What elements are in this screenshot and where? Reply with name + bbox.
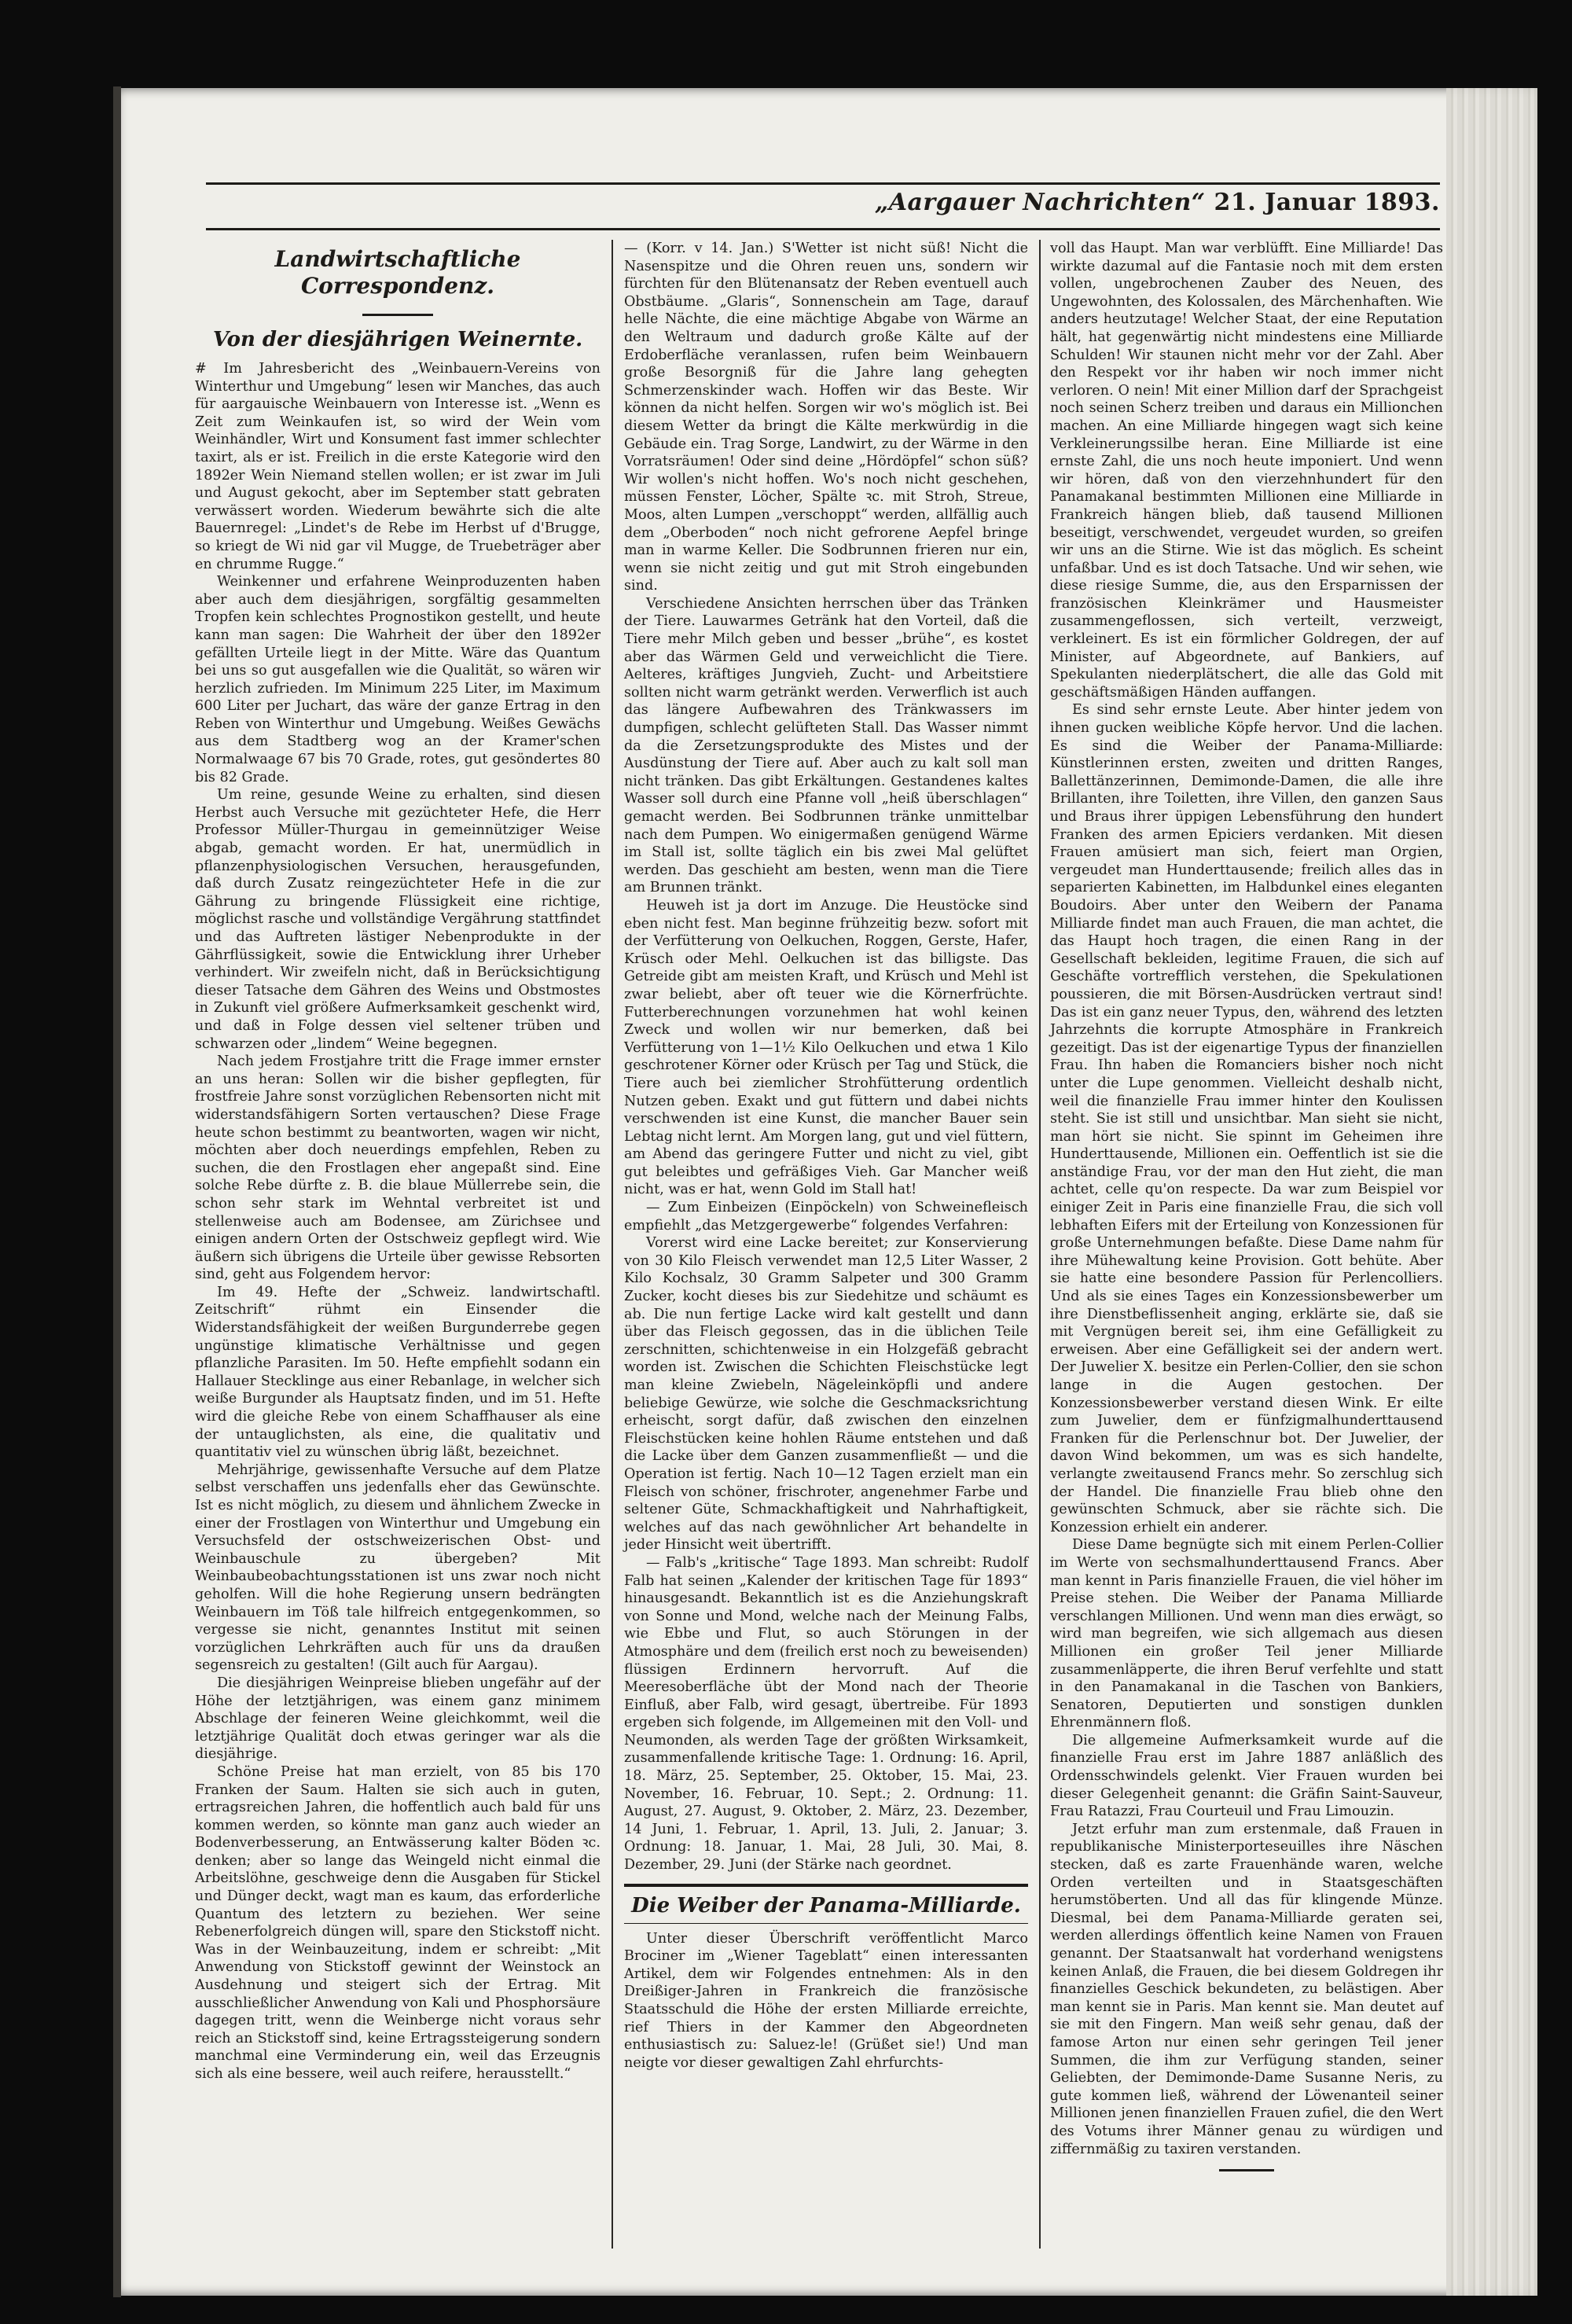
article-title-weinernte: Von der diesjährigen Weinernte. xyxy=(212,328,583,351)
paragraph: Um reine, gesunde Weine zu erhalten, sind diesen Herbst auch Versuche mit gezüchteter Hefe, die Herr Professor Müller-Thurgau in gemeinnütziger Weise abgab, gemacht worden. Er hat, unermüdlich in pflanzenphysiologischen Versuchen, herausgefunden, daß durch Zusatz reingezüchteter Hefe in die zur Gährung zu bringende Flüssigkeit eine richtige, möglichst rasche und vollständige Vergährung stattfindet und das Auftreten lästiger Nebenprodukte in der Gährflüssigkeit, sowie die Entwicklung ihrer Urheber verhindert. Wir zweifeln nicht, daß in Berücksichtigung dieser Tatsache dem Gähren des Weins und Obstmostes in Zukunft viel größere Aufmerksamkeit geschenkt wird, und daß in Folge dessen viel seltener trüben und schwarzen oder „lindem“ Weine begegnen. xyxy=(195,787,601,1052)
paragraph: Schöne Preise hat man erzielt, von 85 bis 170 Franken der Saum. Halten sie sich auch in guten, ertragsreichen Jahren, die hoffentlich auch bald für uns kommen werden, so könnte man ganz auch wieder an Bodenverbesserung, an Entwässerung kalter Böden ꝛc. denken; aber so lange das Weingeld nicht einmal die Arbeitslöhne, geschweige denn die Ausgaben für Stickel und Dünger deckt, wagt man es kaum, das erforderliche Quantum des letztern zu beziehen. Wer seine Rebenerfolgreich düngen will, spare den Stickstoff nicht. Was in der Weinbauzeitung, indem er schreibt: „Mit Anwendung von Stickstoff gewinnt der Weinstock an Ausdehnung und steigert sich der Ertrag. Mit ausschließlicher Anwendung von Kali und Phosphorsäure dagegen tritt, wenn die Weinberge nicht voraus sehr reich an Stickstoff sind, keine Ertragssteigerung sondern manchmal eine Verminderung ein, weil das Erzeugnis sich als eine bessere, weil auch reifere, herausstellt.“ xyxy=(195,1763,601,2082)
paragraph: — Zum Einbeizen (Einpöckeln) von Schweinefleisch empfiehlt „das Metzgergewerbe“ folgendes Verfahren: xyxy=(624,1200,1028,1234)
paragraph: — Falb's „kritische“ Tage 1893. Man schreibt: Rudolf Falb hat seinen „Kalender der kritischen Tage für 1893“ hinausgesandt. Bekanntlich ist es die Anziehungskraft von Sonne und Mond, welche nach der Meinung Falbs, wie Ebbe und Flut, so auch Störungen in der Atmosphäre und dem (freilich erst noch zu beweisenden) flüssigen Erdinnern hervorruft. Auf die Meeresoberfläche übt der Mond nach der Theorie Einfluß, aber Falb, wird gesagt, übertreibe. Für 1893 ergeben sich folgende, im Allgemeinen mit den Voll- und Neumonden, als werden Tage der größten Wirksamkeit, zusammenfallende kritische Tage: 1. Ordnung: 16. April, 18. März, 25. September, 25. Oktober, 15. Mai, 23. November, 16. Februar, 10. Sept.; 2. Ordnung: 11. August, 27. August, 9. Oktober, 2. März, 23. Dezember, 14 Juni, 1. Februar, 1. April, 13. Juli, 2. Januar; 3. Ordnung: 18. Januar, 1. Mai, 28 Juli, 30. Mai, 8. Dezember, 29. Juni (der Stärke nach geordnet. xyxy=(624,1554,1028,1874)
paragraph: Verschiedene Ansichten herrschen über das Tränken der Tiere. Lauwarmes Getränk hat den Vorteil, daß die Tiere mehr Milch geben und besser „brühe“, es kostet aber das Wärmen Geld und verweichlicht die Tiere. Aelteres, kräftiges Jungvieh, Zucht- und Arbeitstiere sollten nicht warm getränkt werden. Verwerflich ist auch das längere Aufbewahren des Tränkwassers im dumpfigen, schlecht gelüfteten Stall. Das Wasser nimmt da die Zersetzungsprodukte des Mistes und der Ausdünstung der Tiere auf. Aber auch zu kalt soll man nicht tränken. Das gibt Erkältungen. Gestandenes kaltes Wasser soll durch eine Pfanne voll „heiß überschlagen“ gemacht werden. Bei Sodbrunnen tränke unmittelbar nach dem Pumpen. Wo einigermaßen genügend Wärme im Stall ist, sollte täglich ein bis zwei Mal gelüftet werden. Das geschieht am besten, wenn man die Tiere am Brunnen tränkt. xyxy=(624,595,1028,896)
paragraph: Weinkenner und erfahrene Weinproduzenten haben aber auch dem diesjährigen, sorgfältig gesammelten Tropfen kein schlechtes Prognostikon gestellt, und heute kann man sagen: Die Wahrheit der über den 1892er gefällten Urteile liegt in der Mitte. Wäre das Quantum bei uns so gut ausgefallen wie die Qualität, so wären wir herzlich zufrieden. Im Minimum 225 Liter, im Maximum 600 Liter per Juchart, das wäre der ganze Ertrag in den Reben von Winterthur und Umgebung. Weißes Gewächs aus dem Stadtberg wog an der Kramer'schen Normalwaage 67 bis 70 Grade, rotes, gut gesöndertes 80 bis 82 Grade. xyxy=(195,574,601,785)
paragraph: Die allgemeine Aufmerksamkeit wurde auf die finanzielle Frau erst im Jahre 1887 anläßlich des Ordensschwindels gelenkt. Vier Frauen wurden bei dieser Gelegenheit genannt: die Gräfin Saint-Sauveur, Frau Ratazzi, Frau Courteuil und Frau Limouzin. xyxy=(1050,1732,1443,1820)
article-title-panama: Die Weiber der Panama-Milliarde. xyxy=(624,1884,1028,1924)
column-1 xyxy=(195,240,601,2083)
paragraph: Die diesjährigen Weinpreise blieben ungefähr auf der Höhe der letztjährigen, was einem ganz minimem Abschlage der feineren Weine gleichkommt, weil die letztjährige Qualität doch etwas geringer war als die diesjährige. xyxy=(195,1675,601,1763)
paragraph: Diese Dame begnügte sich mit einem Perlen-Collier im Werte von sechsmalhunderttausend Francs. Aber man kennt in Paris finanzielle Frauen, die viel höher im Preise stehen. Die Weiber der Panama Milliarde verschlangen Millionen. Und wenn man dies erwägt, so wird man begreifen, wie sich allgemach aus diesen Millionen ein großer Teil jener Milliarde zusammenläpperte, die ihren Beruf verfehlte und statt in den Panamakanal in die Taschen von Bankiers, Senatoren, Deputierten und sonstigen dunklen Ehrenmännern floß. xyxy=(1050,1537,1443,1731)
section-title: Landwirtschaftliche Correspondenz. xyxy=(274,246,521,299)
paragraph: voll das Haupt. Man war verblüfft. Eine Milliarde! Das wirkte dazumal auf die Fantasie noch mit dem ersten vollen, ungebrochenen Zauber des Neuen, des Ungewohnten, des Kolossalen, des Märchenhaften. Wie anders heutzutage! Welcher Staat, der eine Reputation hält, hat gegenwärtig nicht mindestens eine Milliarde Schulden! Wir staunen nicht mehr vor der Zahl. Aber den Respekt vor ihr haben wir noch immer nicht verloren. O nein! Mit einer Million darf der Sprachgeist noch seinen Scherz treiben und daraus ein Millionchen machen. An eine Milliarde hingegen wagt sich keine Verkleinerungssilbe heran. Eine Milliarde ist eine ernste Zahl, die uns noch heute imponiert. Und wenn wir hören, daß von den vierzehnhundert für den Panamakanal bestimmten Millionen eine Milliarde in Frankreich hängen blieb, daß tausend Millionen beseitigt, verschwendet, vergeudet wurden, so greifen wir uns an die Stirne. Wie ist das möglich. Es scheint unfaßbar. Und es ist doch Tatsache. Und wir sehen, wie diese riesige Summe, die, aus den Ersparnissen der französischen Kleinkrämer und Hausmeister zusammengeflossen, sich verteilt, verzweigt, verkleinert. Es ist ein förmlicher Goldregen, der auf Minister, auf Abgeordnete, auf Bankiers, auf Spekulanten niederplätschert, die alle das Gold mit geschäftsmäßigen Händen auffangen. xyxy=(1050,241,1443,701)
header-rule-top xyxy=(206,182,1440,185)
header-rule-bottom xyxy=(206,228,1440,230)
page-binding xyxy=(1446,88,1537,2296)
paragraph: Heuweh ist ja dort im Anzuge. Die Heustöcke sind eben nicht fest. Man beginne frühzeitig bezw. sofort mit der Verfütterung von Oelkuchen, Roggen, Gerste, Hafer, Krüsch oder Mehl. Oelkuchen ist das billigste. Das Getreide gibt am meisten Kraft, und Krüsch und Mehl ist zwar beliebt, aber oft teuer wie die Körnerfrüchte. Futterberechnungen vorzunehmen hat wohl keinen Zweck und wollen wir nur bemerken, daß bei Verfütterung von 1—1½ Kilo Oelkuchen und etwa 1 Kilo geschrotener Körner oder Krüsch per Tag und Stück, die Tiere auch bei ziemlicher Strohfütterung ordentlich Nutzen geben. Exakt und gut füttern und dabei nichts verschwenden ist eine Kunst, die mancher Bauer sein Lebtag nicht lernt. Am Morgen lang, gut und viel füttern, am Abend das geringere Futter und nicht zu viel, gibt gut beleibtes und gefräßiges Vieh. Gar Mancher weiß nicht, was er hat, wenn Gold im Stall hat! xyxy=(624,897,1028,1198)
column-divider-2 xyxy=(1039,240,1041,2249)
paragraph: Unter dieser Überschrift veröffentlicht Marco Brociner im „Wiener Tageblatt“ einen interessanten Artikel, dem wir Folgendes entnehmen: Als in den Dreißiger-Jahren in Frankreich die französische Staatsschuld die Höhe der ersten Milliarde erreichte, rief Thiers in der Kammer den Abgeordneten enthusiastisch zu: Saluez-le! (Grüßet sie!) Und man neigte vor dieser gewaltigen Zahl ehrfurchts- xyxy=(624,1930,1028,2071)
paragraph: Es sind sehr ernste Leute. Aber hinter jedem von ihnen gucken weibliche Köpfe hervor. Und die lachen. Es sind die Weiber der Panama-Milliarde: Künstlerinnen ersten, zweiten und dritten Ranges, Ballettänzerinnen, Demimonde-Damen, die alle ihre Brillanten, ihre Toiletten, ihre Villen, den ganzen Saus und Braus ihrer üppigen Lebensführung den hundert Franken des armen Epiciers verdanken. Mit diesen Frauen amüsiert man sich, feiert man Orgien, vergeudet man Hunderttausende; freilich alles das in separierten Kabinetten, im Halbdunkel eines eleganten Boudoirs. Aber unter den Weibern der Panama Milliarde findet man auch Frauen, die man achtet, die das Haupt hoch tragen, die einen Rang in der Gesellschaft bekleiden, legitime Frauen, die sich auf Geschäfte vortrefflich verstehen, die Spekulationen poussieren, die mit Börsen-Ausdrücken vertraut sind! Das ist ein ganz neuer Typus, den, während des letzten Jahrzehnts die korrupte Atmosphäre in Frankreich gezeitigt. Das ist der eigenartige Typus der finanziellen Frau. Ihn haben die Romanciers bisher noch nicht unter die Lupe genommen. Vielleicht deshalb nicht, weil die finanzielle Frau immer hinter den Koulissen steht. Sie ist still und unsichtbar. Man sieht sie nicht, man hört sie nicht. Sie spinnt im Geheimen ihre Hunderttausende, Millionen ein. Oeffentlich ist sie die anständige Frau, vor der man den Hut zieht, die man achtet, celle qu'on respecte. Da war zum Beispiel vor einiger Zeit in Paris eine finanzielle Frau, die sich voll lebhaften Eifers mit der Erteilung von Konzessionen für große Unternehmungen befaßte. Diese Dame nahm für ihre Mühewaltung keine Provision. Gott behüte. Aber sie hatte eine besondere Passion für Perlencolliers. Und als sie eines Tages ein Konzessionsbewerber um ihre Dienstbeflissenheit anging, erklärte sie, daß sie mit Vergnügen bereit sei, ihm eine Gefälligkeit zu erweisen. Aber eine Gefälligkeit sei der andern wert. Der Juwelier X. besitze ein Perlen-Collier, den sie schon lange in die Augen gestochen. Der Konzessionsbewerber verstand diesen Wink. Er eilte zum Juwelier, dem er fünfzigmalhunderttausend Franken für die Perlenschnur bot. Der Juwelier, der davon Wind bekommen, um was es sich handelte, verlangte zweitausend Francs mehr. So zerschlug sich der Handel. Die finanzielle Frau blieb ohne den gewünschten Schmuck, aber sie rächte sich. Die Konzession erhielt ein anderer. xyxy=(1050,702,1443,1535)
paragraph: Jetzt erfuhr man zum erstenmale, daß Frauen in republikanische Ministerporteseuilles ihre Näschen stecken, daß es zarte Frauenhände waren, welche Orden verteilten und in Staatsgeschäften herumstöberten. Und all das für klingende Münze. Diesmal, bei dem Panama-Milliarde geraten sei, werden allerdings öffentlich keine Namen von Frauen genannt. Der Staatsanwalt hat vorderhand wenigstens keinen Anlaß, die Frauen, die bei diesem Goldregen ihr finanzielles Geschick bekundeten, zu belästigen. Aber man kennt sie in Paris. Man kennt sie. Man deutet auf sie mit den Fingern. Man weiß sehr genau, daß der famose Arton nur einen sehr geringen Teil jener Summen, die ihm zur Verfügung standen, seiner Geliebten, der Demimonde-Dame Susanne Neris, zu gute kommen ließ, während der Löwenanteil seiner Millionen jenen finanziellen Frauen zufiel, die den Wert des Votums ihrer Männer genau zu würdigen und ziffernmäßig zu taxiren verstanden. xyxy=(1050,1821,1443,2157)
paragraph: Im 49. Hefte der „Schweiz. landwirtschaftl. Zeitschrift“ rühmt ein Einsender die Widerstandsfähigkeit der weißen Burgunderrebe gegen ungünstige klimatische Verhältnisse und gegen pflanzliche Parasiten. Im 50. Hefte empfiehlt sodann ein Hallauer Stecklinge aus einer Rebanlage, in welcher sich weiße Burgunder als Hauptsatz finden, und im 51. Hefte wird die gleiche Rebe von einem Schaffhauser als eine der untauglichsten, als eine, die qualitativ und quantitativ viel zu wünschen übrig läßt, bezeichnet. xyxy=(195,1284,601,1461)
paragraph: Vorerst wird eine Lacke bereitet; zur Konservierung von 30 Kilo Fleisch verwendet man 12,5 Liter Wasser, 2 Kilo Kochsalz, 30 Gramm Salpeter und 300 Gramm Zucker, kocht dieses bis zur Siedehitze und schäumt es ab. Die nun fertige Lacke wird kalt gestellt und dann über das Fleisch gegossen, das in die üblichen Teile zerschnitten, schichtenweise in ein Holzgefäß gebracht worden ist. Zwischen die Schichten Fleischstücke legt man kleine Zwiebeln, Nägeleinköpfli und andere beliebige Gewürze, wie solche die Geschmacksrichtung erheischt, sorgt dafür, daß zwischen den einzelnen Fleischstücken keine hohlen Räume entstehen und daß die Lacke über dem Ganzen zusammenfließt — und die Operation ist fertig. Nach 10—12 Tagen erzielt man ein Fleisch von schöner, frischroter, angenehmer Farbe und seltener Güte, Schmackhaftigkeit und Nahrhaftigkeit, welches auf das nach gewöhnlicher Art behandelte in jeder Hinsicht weit übertrifft. xyxy=(624,1235,1028,1554)
paragraph: # Im Jahresbericht des „Weinbauern-Vereins von Winterthur und Umgebung“ lesen wir Manches, das auch für aargauische Weinbauern von Interesse ist. „Wenn es Zeit zum Weinkaufen ist, so wird der Wein vom Weinhändler, Wirt und Konsument fast immer schlechter taxirt, als er ist. Freilich in die erste Kategorie wird den 1892er Wein Niemand stellen wollen; er ist zwar im Juli und August gekocht, aber im September statt gebraten verwässert worden. Wiederum bewährte sich die alte Bauernregel: „Lindet's de Rebe im Herbst uf d'Brugge, so kriegt de Wi nid gar vil Mugge, de Truebeträger aber en chrumme Rugge.“ xyxy=(195,361,601,572)
section-rule xyxy=(362,314,433,316)
page-edge xyxy=(113,86,121,2297)
newspaper-name: „Aargauer Nachrichten“ xyxy=(874,189,1206,216)
article-end-rule xyxy=(1219,2169,1274,2171)
page-header xyxy=(206,189,1440,228)
column-3 xyxy=(1050,240,1443,2171)
paragraph: — (Korr. v 14. Jan.) S'Wetter ist nicht süß! Nicht die Nasenspitze und die Ohren reuen uns, sondern wir fürchten für den Blütenansatz der Reben eventuell auch Obstbäume. „Glaris“, Sonnenschein am Tage, darauf helle Nächte, die eine mächtige Abgabe von Wärme an den Weltraum und dadurch große Kälte auf der Erdoberfläche veranlassen, rufen beim Weinbauern große Besorgniß für die Jahre lang gehegten Schmerzenskinder wach. Hoffen wir das Beste. Wir können da nicht helfen. Sorgen wir wo's möglich ist. Bei diesem Wetter da bringt die Kälte merkwürdig in die Gebäude ein. Trag Sorge, Landwirt, zu der Wärme in den Vorratsräumen! Oder sind deine „Hördöpfel“ schon süß? Wir wollen's nicht hoffen. Wo's noch nicht geschehen, müssen Fenster, Löcher, Spälte ꝛc. mit Stroh, Streue, Moos, alten Lumpen „verschoppt“ werden, allfällig auch dem „Oberboden“ noch nicht gefrorene Aepfel bringe man in warme Keller. Die Sodbrunnen frieren nur ein, wenn sie nicht zeitig und gut mit Stroh eingebunden sind. xyxy=(624,241,1028,594)
column-divider-1 xyxy=(612,240,613,2249)
column-2 xyxy=(624,240,1028,2072)
issue-date: 21. Januar 1893. xyxy=(1214,189,1440,216)
paragraph: Mehrjährige, gewissenhafte Versuche auf dem Platze selbst verschaffen uns jedenfalls eher das Gewünschte. Ist es nicht möglich, zu diesem und ähnlichem Zwecke in einer der Frostlagen von Winterthur und Umgebung ein Versuchsfeld der ostschweizerischen Obst- und Weinbauschule zu übergeben? Mit Weinbaubeobachtungsstationen ist uns zwar noch nicht geholfen. Will die hohe Regierung unsern bedrängten Weinbauern im Töß tale hilfreich entgegenkommen, so vergesse sie nicht, genanntes Institut mit seinen vorzüglichen Lehrkräften auch für uns da draußen segensreich zu gestalten! (Gilt auch für Aargau). xyxy=(195,1462,601,1674)
paragraph: Nach jedem Frostjahre tritt die Frage immer ernster an uns heran: Sollen wir die bisher gepflegten, für frostfreie Jahre sonst vorzüglichen Rebensorten nicht mit widerstandsfähigern Sorten vertauschen? Diese Frage heute schon bestimmt zu beantworten, wagen wir nicht, möchten aber doch neuerdings empfehlen, Reben zu suchen, die den Frostlagen eher angepaßt sind. Eine solche Rebe dürfte z. B. die blaue Müllerrebe sein, die schon sehr stark im Wehntal verbreitet ist und stellenweise auch am Bodensee, am Zürichsee und einigen andern Orten der Ostschweiz gepflegt wird. Wie äußern sich übrigens die Urteile über gewisse Rebsorten sind, geht aus Folgendem hervor: xyxy=(195,1054,601,1283)
